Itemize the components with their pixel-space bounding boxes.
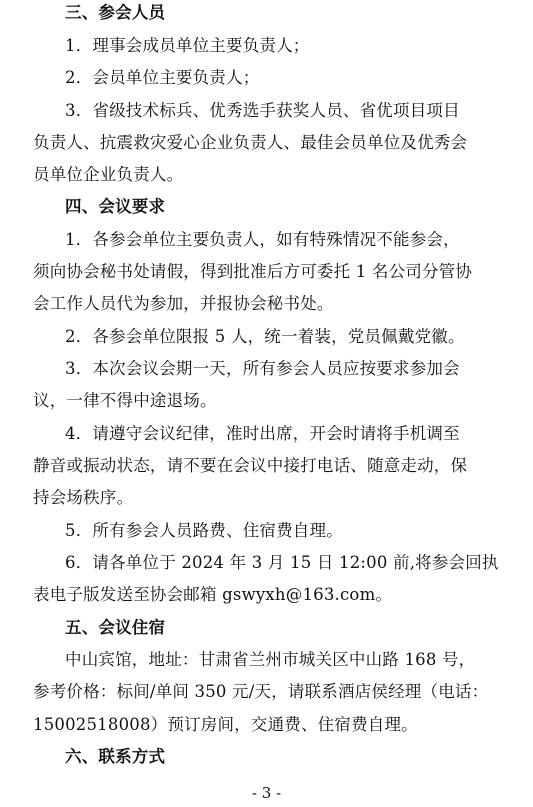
paragraph-line: 静音或振动状态，请不要在会议中接打电话、随意走动，保 bbox=[33, 456, 468, 475]
section-heading-requirements: 四、会议要求 bbox=[65, 197, 166, 216]
paragraph-line: 员单位企业负责人。 bbox=[33, 165, 184, 184]
paragraph-line: 15002518008）预订房间，交通费、住宿费自理。 bbox=[33, 715, 418, 734]
paragraph-line: 持会场秩序。 bbox=[33, 488, 134, 507]
section-heading-attendees: 三、参会人员 bbox=[65, 3, 166, 22]
paragraph-line: 3．本次会议会期一天，所有参会人员应按要求参加会 bbox=[65, 359, 460, 378]
paragraph-line: 表电子版发送至协会邮箱 gswyxh@163.com。 bbox=[33, 585, 393, 604]
page-number: - 3 - bbox=[251, 784, 282, 802]
paragraph-line: 1．理事会成员单位主要负责人； bbox=[65, 36, 310, 55]
paragraph-line: 须向协会秘书处请假，得到批准后方可委托 1 名公司分管协 bbox=[33, 262, 473, 281]
section-heading-accommodation: 五、会议住宿 bbox=[65, 618, 166, 637]
paragraph-line: 参考价格：标间/单间 350 元/天，请联系酒店侯经理（电话： bbox=[33, 682, 489, 701]
paragraph-line: 1．各参会单位主要负责人，如有特殊情况不能参会， bbox=[65, 230, 460, 249]
paragraph-line: 议，一律不得中途退场。 bbox=[33, 391, 217, 410]
paragraph-line: 5．所有参会人员路费、住宿费自理。 bbox=[65, 521, 343, 540]
paragraph-line: 2．会员单位主要负责人； bbox=[65, 68, 260, 87]
paragraph-line: 4．请遵守会议纪律，准时出席，开会时请将手机调至 bbox=[65, 424, 460, 443]
paragraph-line: 3．省级技术标兵、优秀选手获奖人员、省优项目项目 bbox=[65, 101, 460, 120]
section-heading-contact: 六、联系方式 bbox=[65, 747, 166, 766]
paragraph-line: 2．各参会单位限报 5 人，统一着装，党员佩戴党徽。 bbox=[65, 327, 465, 346]
paragraph-line: 6．请各单位于 2024 年 3 月 15 日 12:00 前,将参会回执 bbox=[65, 553, 499, 572]
paragraph-line: 会工作人员代为参加，并报协会秘书处。 bbox=[33, 294, 334, 313]
paragraph-line: 中山宾馆，地址：甘肃省兰州市城关区中山路 168 号， bbox=[65, 650, 476, 669]
paragraph-line: 负责人、抗震救灾爱心企业负责人、最佳会员单位及优秀会 bbox=[33, 133, 468, 152]
